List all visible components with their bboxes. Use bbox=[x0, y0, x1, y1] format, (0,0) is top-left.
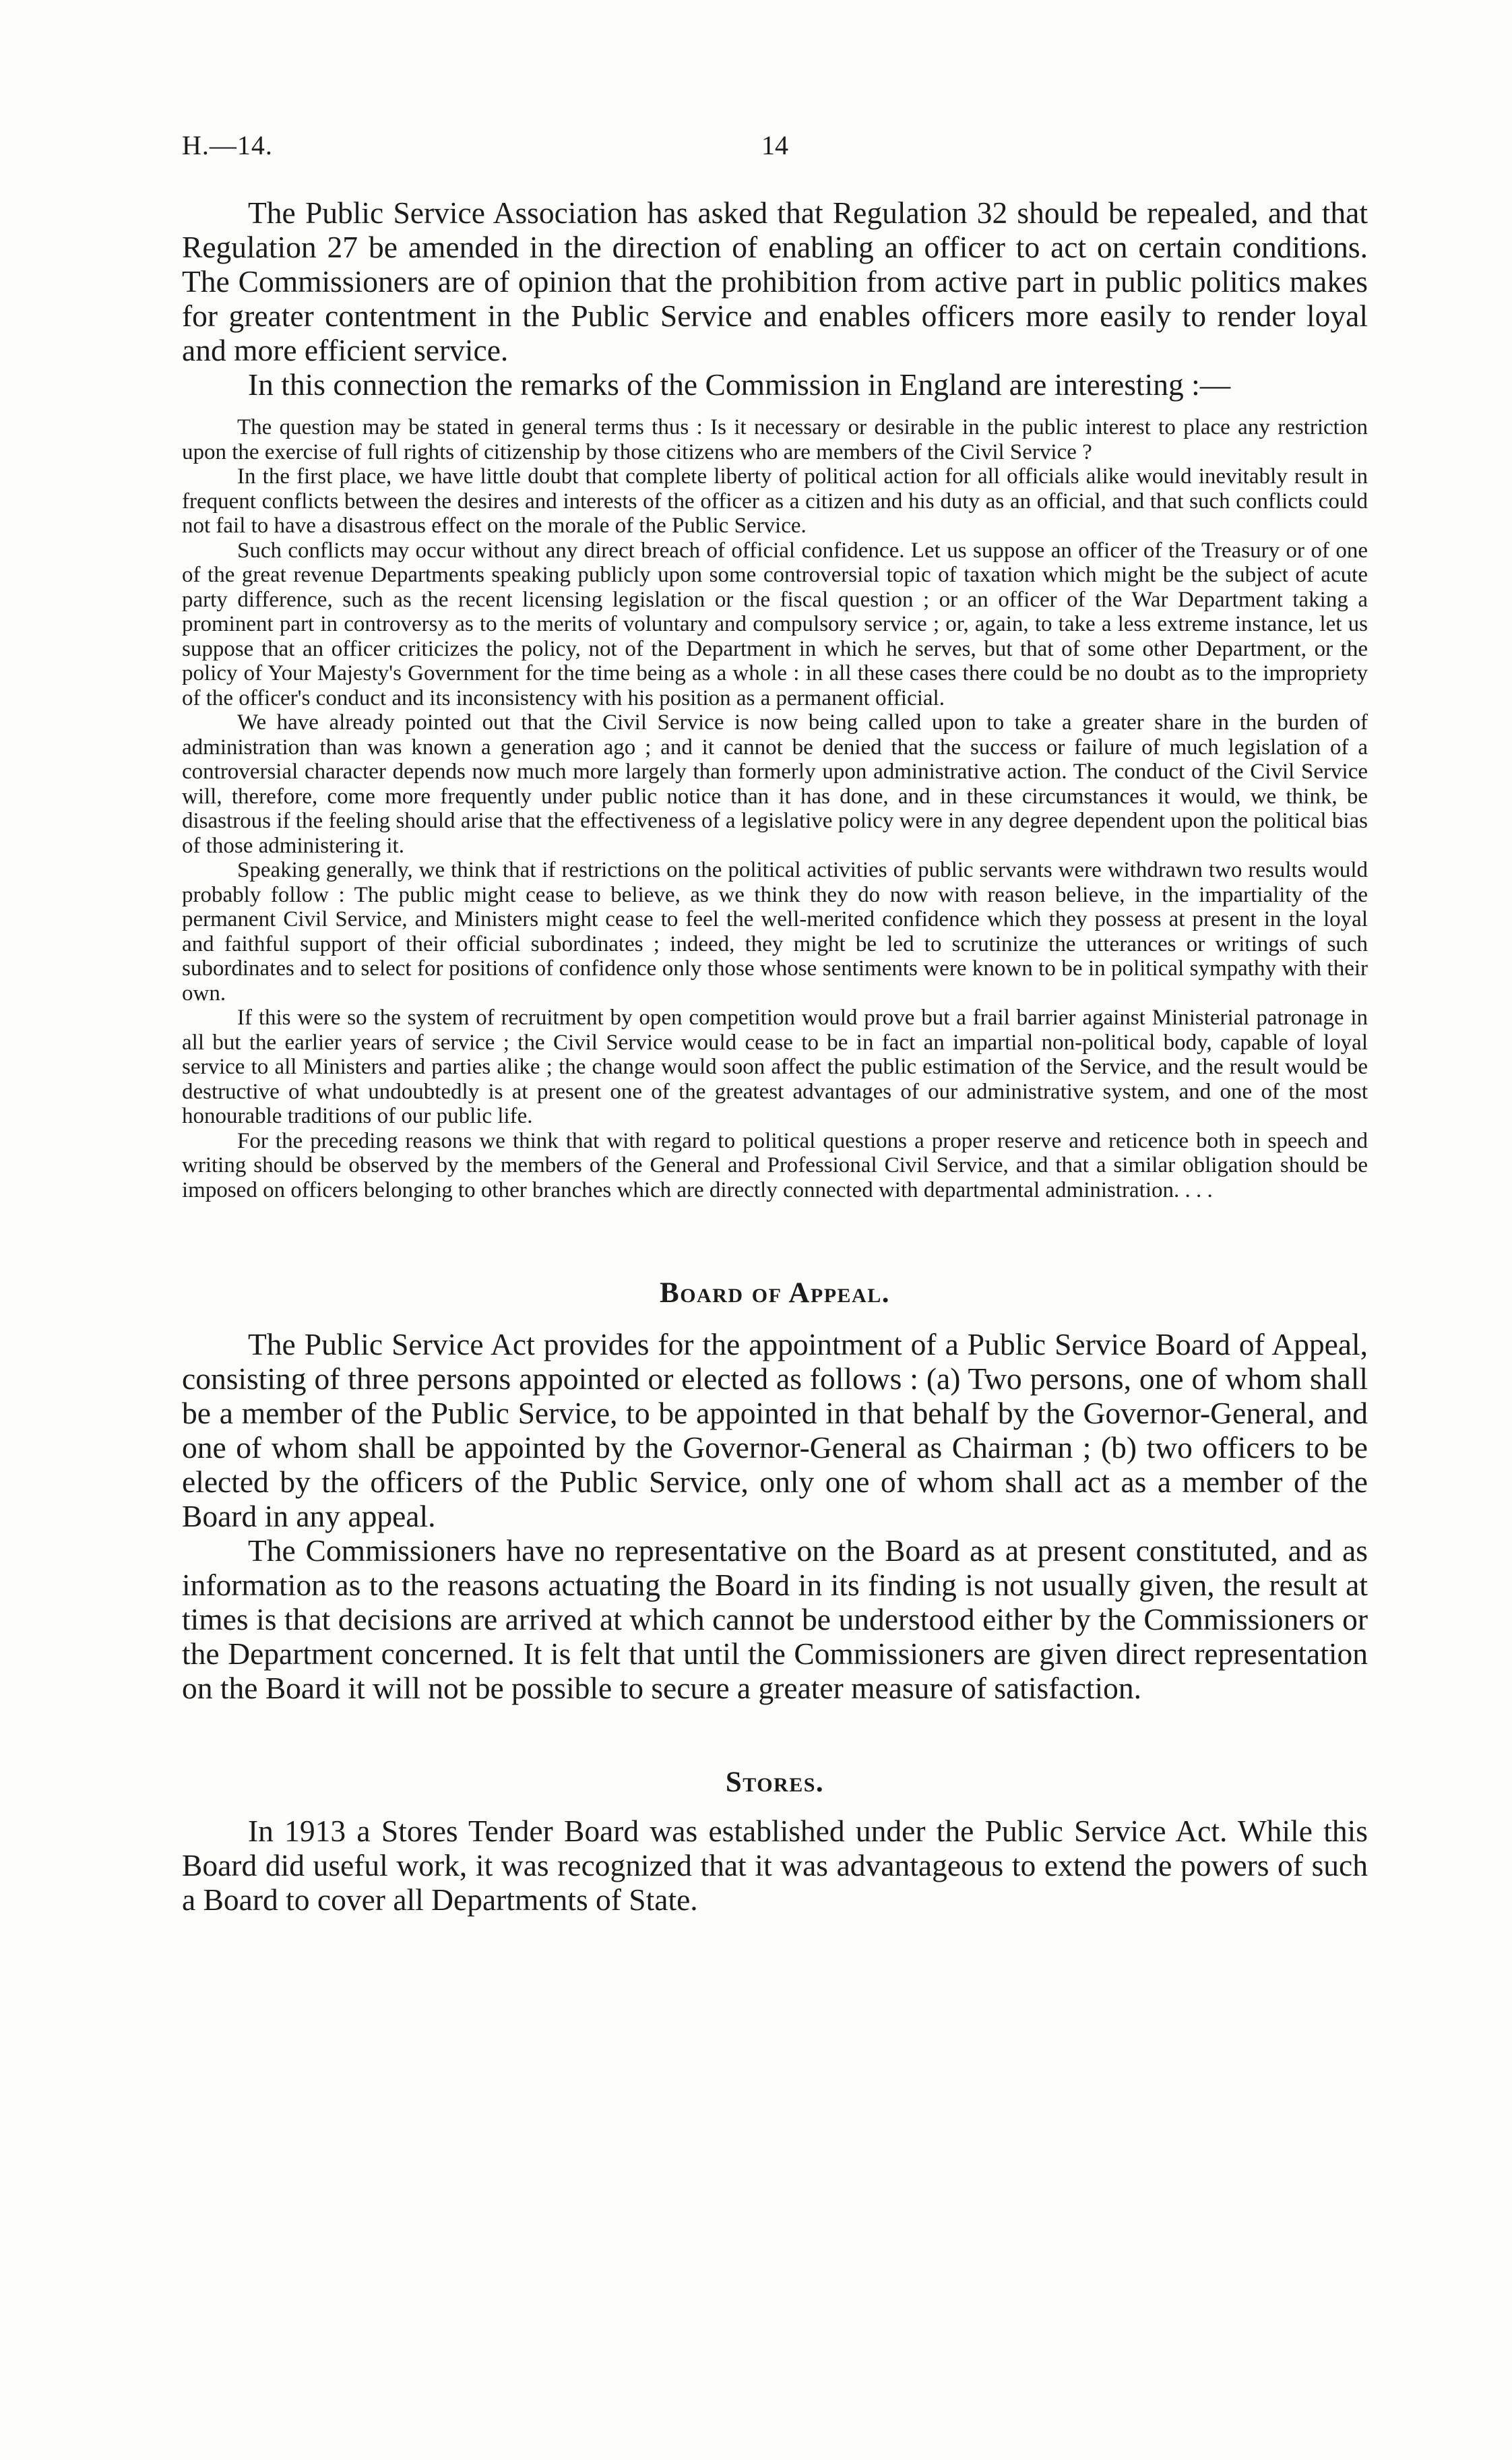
page-number: 14 bbox=[761, 130, 788, 160]
body-paragraph: The Public Service Act provides for the appointment of a Public Service Board of Appeal, consisting of three persons appointed or elected as follows : (a) Two persons, one of whom shall be a member of the Public Service, to be appointed in that behalf by the Governor-General, and one of whom shall be appointed by the Governor-General as Chairman ; (b) two officers to be elected by the officers of the Public Service, only one of whom shall act as a member of the Board in any appeal. bbox=[182, 1327, 1368, 1533]
quoted-extract bbox=[182, 415, 1368, 1202]
document-body bbox=[182, 195, 1368, 1917]
section-heading-stores: Stores. bbox=[725, 1766, 825, 1798]
body-paragraph: The Public Service Association has asked that Regulation 32 should be repealed, and that Regulation 27 be amended in the direction of enabling an officer to act on certain conditions. The Commissioners are of opinion that the prohibition from active part in public politics makes for greater contentment in the Public Service and enables officers more easily to render loyal and more efficient service. bbox=[182, 195, 1368, 367]
quote-paragraph: Such conflicts may occur without any direct breach of official confidence. Let us suppose an officer of the Treasury or of one of the great revenue Departments speaking publicly upon some controversial topic of taxation which might be the subject of acute party difference, such as the recent licensing legislation or the fiscal question ; or an officer of the War Department taking a prominent part in controversy as to the merits of voluntary and compulsory service ; or, again, to take a less extreme instance, let us suppose that an officer criticizes the policy, not of the Department in which he serves, but that of some other Department, or the policy of Your Majesty's Government for the time being as a whole : in all these cases there could be no doubt as to the impropriety of the officer's conduct and its inconsistency with his position as a permanent official. bbox=[182, 538, 1368, 710]
body-paragraph: In this connection the remarks of the Commission in England are interesting :— bbox=[248, 367, 1231, 402]
quote-paragraph: If this were so the system of recruitment by open competition would prove but a frail barrier against Ministerial patronage in all but the earlier years of service ; the Civil Service would cease to be in fact an impartial non-political body, capable of loyal service to all Ministers and parties alike ; the change would soon affect the public estimation of the Service, and the result would be destructive of what undoubtedly is at present one of the greatest advantages of our administrative system, and one of the most honourable traditions of our public life. bbox=[182, 1006, 1368, 1128]
page-reference: H.—14. bbox=[182, 130, 273, 160]
stores-section bbox=[182, 1766, 1368, 1917]
quote-paragraph: For the preceding reasons we think that with regard to political questions a proper reserve and reticence both in speech and writing should be observed by the members of the General and Professional Civil Service, and that a similar obligation should be imposed on officers belonging to other branches which are directly connected with departmental administration. . . . bbox=[182, 1128, 1368, 1202]
board-of-appeal-section bbox=[182, 1277, 1368, 1705]
section-heading-board-of-appeal: Board of Appeal. bbox=[660, 1277, 890, 1309]
body-paragraph: In 1913 a Stores Tender Board was established under the Public Service Act. While this Board did useful work, it was recognized that it was advantageous to extend the powers of such a Board to cover all Departments of State. bbox=[182, 1814, 1368, 1917]
intro-section bbox=[182, 195, 1368, 402]
quote-paragraph: The question may be stated in general terms thus : Is it necessary or desirable in the public interest to place any restriction upon the exercise of full rights of citizenship by those citizens who are members of the Civil Service ? bbox=[182, 415, 1368, 464]
quote-paragraph: In the first place, we have little doubt that complete liberty of political action for all officials alike would inevitably result in frequent conflicts between the desires and interests of the officer as a citizen and his duty as an official, and that such conflicts could not fail to have a disastrous effect on the morale of the Public Service. bbox=[182, 464, 1368, 538]
quote-paragraph: Speaking generally, we think that if restrictions on the political activities of public servants were withdrawn two results would probably follow : The public might cease to believe, as we think they do now with reason believe, in the impartiality of the permanent Civil Service, and Ministers might cease to feel the well-merited confidence which they possess at present in the loyal and faithful support of their official subordinates ; indeed, they might be led to scrutinize the utterances or writings of such subordinates and to select for positions of confidence only those whose sentiments were known to be in political sympathy with their own. bbox=[182, 858, 1368, 1006]
body-paragraph: The Commissioners have no representative on the Board as at present constituted, and as information as to the reasons actuating the Board in its finding is not usually given, the result at times is that decisions are arrived at which cannot be understood either by the Commissioners or the Department concerned. It is felt that until the Commissioners are given direct representation on the Board it will not be possible to secure a greater measure of satisfaction. bbox=[182, 1533, 1368, 1705]
quote-paragraph: We have already pointed out that the Civil Service is now being called upon to take a greater share in the burden of administration than was known a generation ago ; and it cannot be denied that the success or failure of much legislation of a controversial character depends now much more largely than formerly upon administrative action. The conduct of the Civil Service will, therefore, come more frequently under public notice than it has done, and in these circumstances it would, we think, be disastrous if the feeling should arise that the effectiveness of a legislative policy were in any degree dependent upon the political bias of those administering it. bbox=[182, 710, 1368, 858]
page-header bbox=[182, 129, 1368, 170]
